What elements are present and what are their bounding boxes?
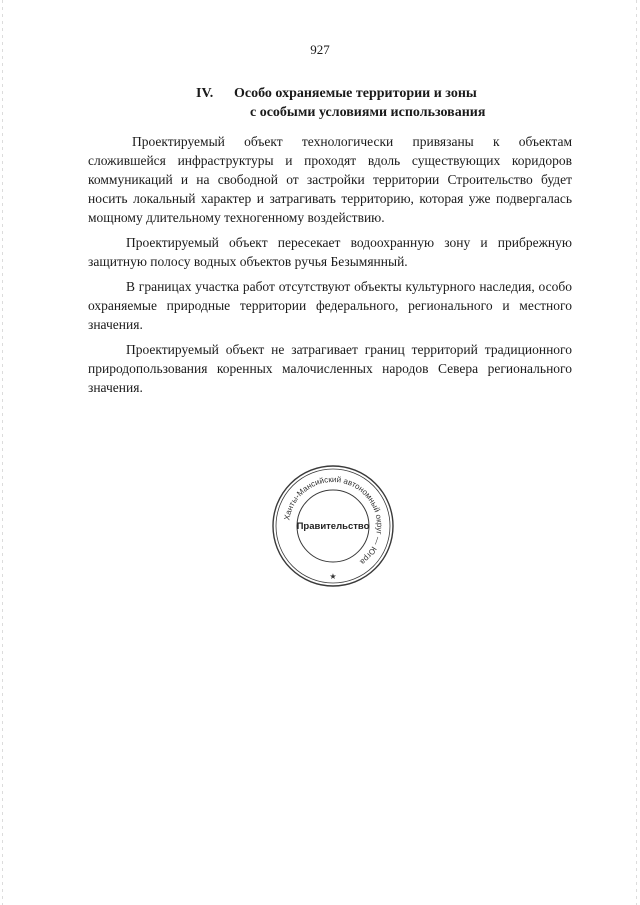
seal-center-text: Правительство bbox=[296, 521, 370, 532]
section-number: IV. bbox=[196, 86, 214, 101]
paragraph-traditional-land-use: Проектируемый объект не затрагивает границ территорий традиционного природопользования коренных малочисленных народов Севера регионального значения. bbox=[88, 342, 572, 395]
section-title-line2: с особыми условиями использования bbox=[250, 105, 486, 120]
scan-edge-right bbox=[636, 0, 637, 905]
body-text bbox=[88, 132, 572, 403]
seal-ring-text: Ханты-Мансийский автономный округ — Югра bbox=[282, 474, 385, 567]
section-title-line1: Особо охраняемые территории и зоны bbox=[234, 86, 477, 101]
paragraph-cultural-heritage: В границах участка работ отсутствуют объекты культурного наследия, особо охраняемые природные территории федерального, регионального и местного значения. bbox=[88, 279, 572, 332]
paragraph-water-protection: Проектируемый объект пересекает водоохранную зону и прибрежную защитную полосу водных объектов ручья Безымянный. bbox=[88, 235, 572, 269]
seal-star-icon: ★ bbox=[329, 572, 337, 581]
official-seal bbox=[268, 462, 398, 590]
seal-graphic bbox=[268, 462, 398, 590]
paragraph-infrastructure: Проектируемый объект технологически привязаны к объектам сложившейся инфраструктуры и проходят вдоль существующих коридоров коммуникаций и на свободной от застройки территории Строительство будет носить локальный характер и затрагивать территорию, которая уже подвергалась мощному длительному техногенному воздействию. bbox=[88, 134, 572, 225]
scan-edge-left bbox=[2, 0, 3, 905]
page-number: 927 bbox=[310, 42, 330, 57]
